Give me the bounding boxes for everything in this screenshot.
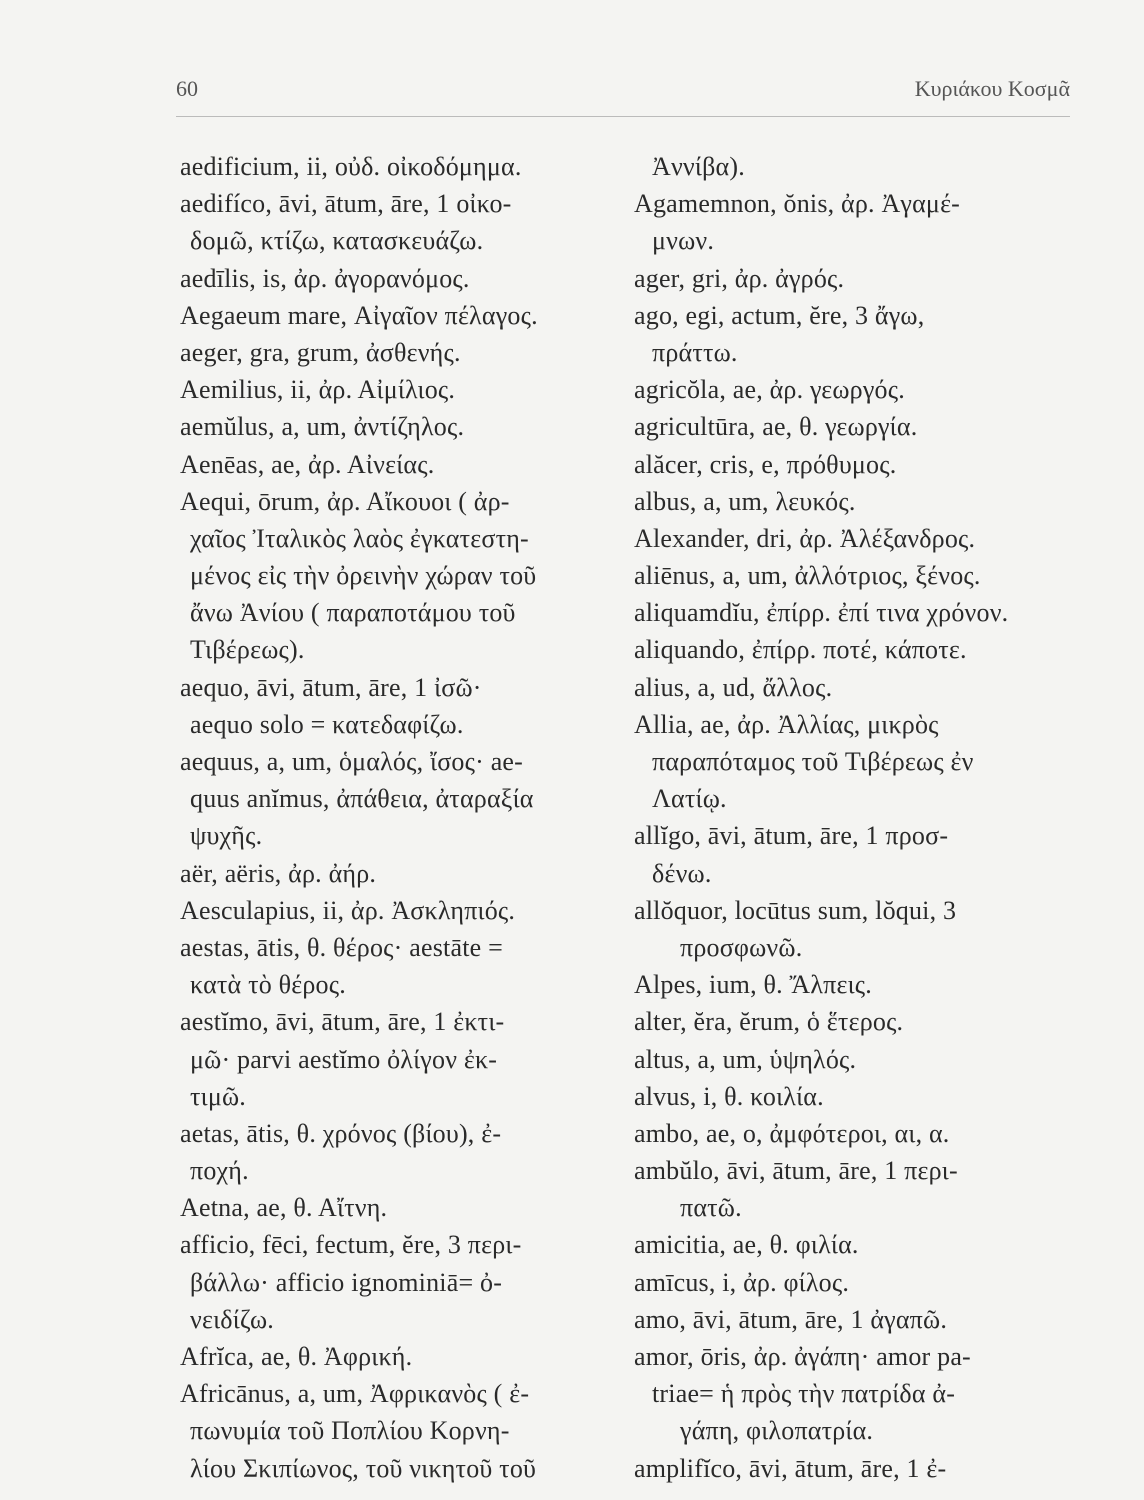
entry-headword-line: Aesculapius, ii, ἀρ. Ἀσκληπιός. <box>180 895 516 925</box>
entry-headword-line: amīcus, i, ἀρ. φίλος. <box>634 1267 850 1297</box>
entry-continuation-line: δομῶ, κτίζω, κατασκευάζω. <box>190 226 484 256</box>
entry-headword-line: alter, ĕra, ĕrum, ὁ ἕτερος. <box>634 1007 904 1037</box>
entry-headword-line: Africānus, a, um, Ἀφρικανὸς ( ἐ- <box>180 1379 530 1409</box>
entry-headword-line: Agamemnon, ŏnis, ἀρ. Ἀγαμέ- <box>634 189 961 219</box>
entry-continuation-line: λίου Σκιπίωνος, τοῦ νικητοῦ τοῦ <box>190 1453 537 1483</box>
entry-headword-line: aequus, a, um, ὁμαλός, ἴσος· ae- <box>180 747 524 776</box>
entry-continuation-line: κατὰ τὸ θέρος. <box>190 970 346 1000</box>
entry-continuation-line: quus anĭmus, ἀπάθεια, ἀταραξία <box>190 784 534 814</box>
entry-headword-line: aedīlis, is, ἀρ. ἀγορανόμος. <box>180 263 470 293</box>
entry-headword-line: allĭgo, āvi, ātum, āre, 1 προσ- <box>634 821 949 851</box>
entry-headword-line: Alpes, ium, θ. Ἄλπεις. <box>634 970 872 1000</box>
entry-headword-line: aequo, āvi, ātum, āre, 1 ἰσῶ· <box>180 672 482 702</box>
entry-headword-line: aër, aëris, ἀρ. ἀήρ. <box>180 858 377 888</box>
right-column <box>634 148 1074 1487</box>
entry-headword-line: afficio, fēci, fectum, ĕre, 3 περι- <box>180 1230 522 1260</box>
entry-continuation-line: προσφωνῶ. <box>680 932 803 962</box>
entry-headword-line: Aenēas, ae, ἀρ. Αἰνείας. <box>180 449 435 479</box>
entry-headword-line: amor, ōris, ἀρ. ἀγάπη· amor pa- <box>634 1342 971 1371</box>
entry-headword-line: aetas, ātis, θ. χρόνος (βίου), ἐ- <box>180 1118 502 1148</box>
entry-continuation-line: τιμῶ. <box>190 1081 246 1111</box>
page-header <box>176 76 1070 112</box>
entry-continuation-line: μῶ· parvi aestĭmo ὀλίγον ἐκ- <box>190 1044 498 1074</box>
entry-headword-line: Allia, ae, ἀρ. Ἀλλίας, μικρὸς <box>634 709 939 739</box>
page-number: 60 <box>176 76 198 101</box>
entry-headword-line: aedificium, ii, οὐδ. οἰκοδόμημα. <box>180 152 522 181</box>
entry-continuation-line: πράττω. <box>652 337 738 367</box>
entry-continuation-line: ποχή. <box>190 1156 249 1186</box>
entry-headword-line: ago, egi, actum, ĕre, 3 ἄγω, <box>634 300 925 330</box>
entry-headword-line: agricŏla, ae, ἀρ. γεωργός. <box>634 375 905 405</box>
entry-continuation-line: Ἀννίβα). <box>652 152 745 181</box>
entry-headword-line: alăcer, cris, e, πρόθυμος. <box>634 449 897 479</box>
entry-continuation-line: ἄνω Ἀνίου ( παραποτάμου τοῦ <box>190 598 516 628</box>
entry-continuation-line: βάλλω· afficio ignominiā= ὀ- <box>190 1267 503 1297</box>
entry-headword-line: alvus, i, θ. κοιλία. <box>634 1081 824 1111</box>
entry-headword-line: amicitia, ae, θ. φιλία. <box>634 1230 859 1260</box>
entry-headword-line: Aegaeum mare, Αἰγαῖον πέλαγος. <box>180 300 538 330</box>
running-title: Κυριάκου Κοσμᾶ <box>914 76 1070 101</box>
entry-headword-line: aestĭmo, āvi, ātum, āre, 1 ἐκτι- <box>180 1007 505 1037</box>
entry-continuation-line: πατῶ. <box>680 1193 742 1223</box>
entry-headword-line: Aemilius, ii, ἀρ. Αἰμίλιος. <box>180 375 456 405</box>
entry-continuation-line: ψυχῆς. <box>190 821 263 851</box>
entry-headword-line: aliquando, ἐπίρρ. ποτέ, κάποτε. <box>634 635 967 665</box>
entry-headword-line: amo, āvi, ātum, āre, 1 ἀγαπῶ. <box>634 1304 948 1334</box>
entry-continuation-line: γάπη, φιλοπατρία. <box>680 1416 874 1446</box>
entry-continuation-line: triae= ἡ πρὸς τὴν πατρίδα ἀ- <box>652 1379 956 1409</box>
entry-headword-line: alius, a, ud, ἄλλος. <box>634 672 833 702</box>
entry-headword-line: aeger, gra, grum, ἀσθενής. <box>180 337 461 367</box>
entry-headword-line: aliēnus, a, um, ἀλλότριος, ξένος. <box>634 561 981 591</box>
entry-headword-line: aliquamdĭu, ἐπίρρ. ἐπί τινα χρόνον. <box>634 598 1009 628</box>
entry-continuation-line: νειδίζω. <box>190 1304 274 1334</box>
entry-headword-line: aestas, ātis, θ. θέρος· aestāte = <box>180 932 503 962</box>
entry-continuation-line: χαῖος Ἰταλικὸς λαὸς ἐγκατεστη- <box>190 523 529 553</box>
entry-headword-line: Afrĭca, ae, θ. Ἀφρική. <box>180 1342 413 1371</box>
entry-continuation-line: μνων. <box>652 226 715 256</box>
entry-continuation-line: πωνυμία τοῦ Ποπλίου Κορνη- <box>190 1416 510 1446</box>
entry-headword-line: ambo, ae, o, ἀμφότεροι, αι, α. <box>634 1118 950 1148</box>
entry-continuation-line: Τιβέρεως). <box>190 635 305 665</box>
entry-continuation-line: Λατίῳ. <box>652 784 727 814</box>
entry-headword-line: aedifíco, āvi, ātum, āre, 1 οἰκο- <box>180 189 512 219</box>
entry-headword-line: ager, gri, ἀρ. ἀγρός. <box>634 263 845 293</box>
entry-continuation-line: μένος εἰς τὴν ὀρεινὴν χώραν τοῦ <box>190 561 537 591</box>
entry-continuation-line: aequo solo = κατεδαφίζω. <box>190 709 464 739</box>
entry-headword-line: Aetna, ae, θ. Αἴτνη. <box>180 1193 388 1223</box>
entry-headword-line: albus, a, um, λευκός. <box>634 486 856 516</box>
entry-continuation-line: δένω. <box>652 858 712 888</box>
entry-headword-line: Aequi, ōrum, ἀρ. Αἴκουοι ( ἀρ- <box>180 486 510 516</box>
entry-headword-line: agricultūra, ae, θ. γεωργία. <box>634 412 918 442</box>
entry-headword-line: aemŭlus, a, um, ἀντίζηλος. <box>180 412 465 442</box>
entry-headword-line: allŏquor, locūtus sum, lŏqui, 3 <box>634 895 957 925</box>
entry-headword-line: ambŭlo, āvi, ātum, āre, 1 περι- <box>634 1156 958 1186</box>
entry-headword-line: Alexander, dri, ἀρ. Ἀλέξανδρος. <box>634 523 976 553</box>
header-rule <box>176 116 1070 117</box>
entry-headword-line: altus, a, um, ὑψηλός. <box>634 1044 857 1074</box>
entry-headword-line: amplifĭco, āvi, ātum, āre, 1 ἐ- <box>634 1453 947 1483</box>
left-column <box>180 148 610 1487</box>
entry-continuation-line: παραπόταμος τοῦ Τιβέρεως ἐν <box>652 747 974 776</box>
